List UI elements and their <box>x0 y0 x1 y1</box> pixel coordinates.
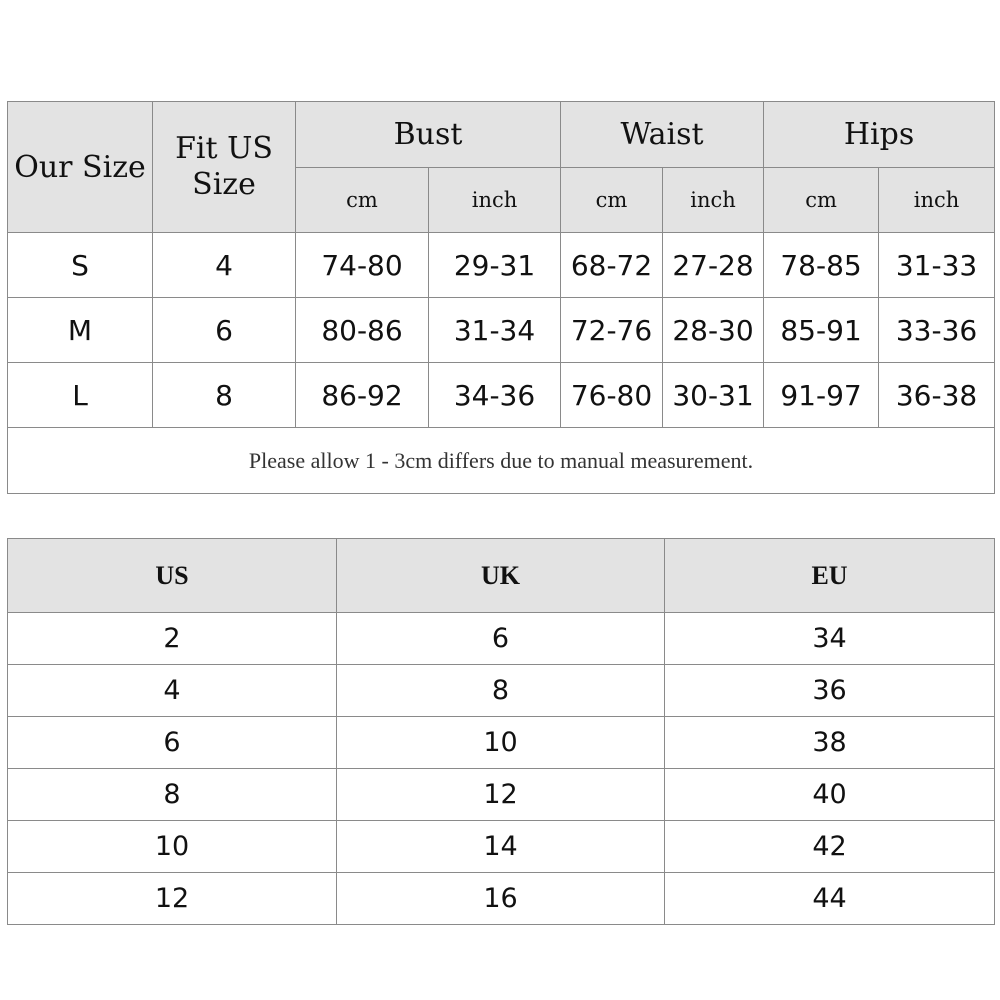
cell-size: M <box>8 298 153 363</box>
unit-bust-cm: cm <box>296 168 429 233</box>
conversion-row <box>8 821 995 873</box>
header-bust: Bust <box>296 102 561 168</box>
unit-hips-inch: inch <box>879 168 995 233</box>
cell-bust-cm: 86-92 <box>296 363 429 428</box>
cell-uk: 12 <box>337 769 665 821</box>
unit-waist-inch: inch <box>663 168 764 233</box>
cell-us: 4 <box>8 665 337 717</box>
cell-us: 2 <box>8 613 337 665</box>
cell-us: 8 <box>8 769 337 821</box>
cell-hips-cm: 91-97 <box>764 363 879 428</box>
cell-waist-inch: 27-28 <box>663 233 764 298</box>
cell-eu: 34 <box>665 613 995 665</box>
cell-waist-cm: 76-80 <box>561 363 663 428</box>
cell-eu: 44 <box>665 873 995 925</box>
cell-uk: 14 <box>337 821 665 873</box>
cell-eu: 40 <box>665 769 995 821</box>
cell-bust-cm: 74-80 <box>296 233 429 298</box>
conversion-row <box>8 613 995 665</box>
cell-uk: 16 <box>337 873 665 925</box>
cell-size: S <box>8 233 153 298</box>
cell-hips-inch: 36-38 <box>879 363 995 428</box>
cell-uk: 8 <box>337 665 665 717</box>
header-us: US <box>8 539 337 613</box>
cell-bust-inch: 31-34 <box>429 298 561 363</box>
cell-hips-inch: 33-36 <box>879 298 995 363</box>
cell-us: 12 <box>8 873 337 925</box>
cell-eu: 36 <box>665 665 995 717</box>
cell-us: 4 <box>153 233 296 298</box>
cell-waist-cm: 72-76 <box>561 298 663 363</box>
size-row-s <box>8 233 995 298</box>
unit-waist-cm: cm <box>561 168 663 233</box>
cell-waist-inch: 30-31 <box>663 363 764 428</box>
cell-hips-cm: 85-91 <box>764 298 879 363</box>
header-our-size: Our Size <box>8 102 153 233</box>
cell-bust-cm: 80-86 <box>296 298 429 363</box>
cell-us: 8 <box>153 363 296 428</box>
conversion-row <box>8 717 995 769</box>
cell-hips-inch: 31-33 <box>879 233 995 298</box>
measurement-note: Please allow 1 - 3cm differs due to manual measurement. <box>8 428 995 494</box>
header-eu: EU <box>665 539 995 613</box>
cell-waist-inch: 28-30 <box>663 298 764 363</box>
header-hips: Hips <box>764 102 995 168</box>
size-conversion-table <box>7 538 995 925</box>
cell-bust-inch: 34-36 <box>429 363 561 428</box>
cell-bust-inch: 29-31 <box>429 233 561 298</box>
size-row-l <box>8 363 995 428</box>
cell-us: 6 <box>153 298 296 363</box>
cell-eu: 42 <box>665 821 995 873</box>
cell-uk: 10 <box>337 717 665 769</box>
cell-hips-cm: 78-85 <box>764 233 879 298</box>
conversion-row <box>8 665 995 717</box>
header-uk: UK <box>337 539 665 613</box>
conversion-row <box>8 873 995 925</box>
size-chart-table <box>7 101 995 494</box>
unit-hips-cm: cm <box>764 168 879 233</box>
conversion-row <box>8 769 995 821</box>
cell-waist-cm: 68-72 <box>561 233 663 298</box>
size-row-m <box>8 298 995 363</box>
cell-size: L <box>8 363 153 428</box>
cell-eu: 38 <box>665 717 995 769</box>
header-fit-us-size: Fit US Size <box>153 102 296 233</box>
cell-us: 10 <box>8 821 337 873</box>
unit-bust-inch: inch <box>429 168 561 233</box>
header-waist: Waist <box>561 102 764 168</box>
cell-us: 6 <box>8 717 337 769</box>
cell-uk: 6 <box>337 613 665 665</box>
